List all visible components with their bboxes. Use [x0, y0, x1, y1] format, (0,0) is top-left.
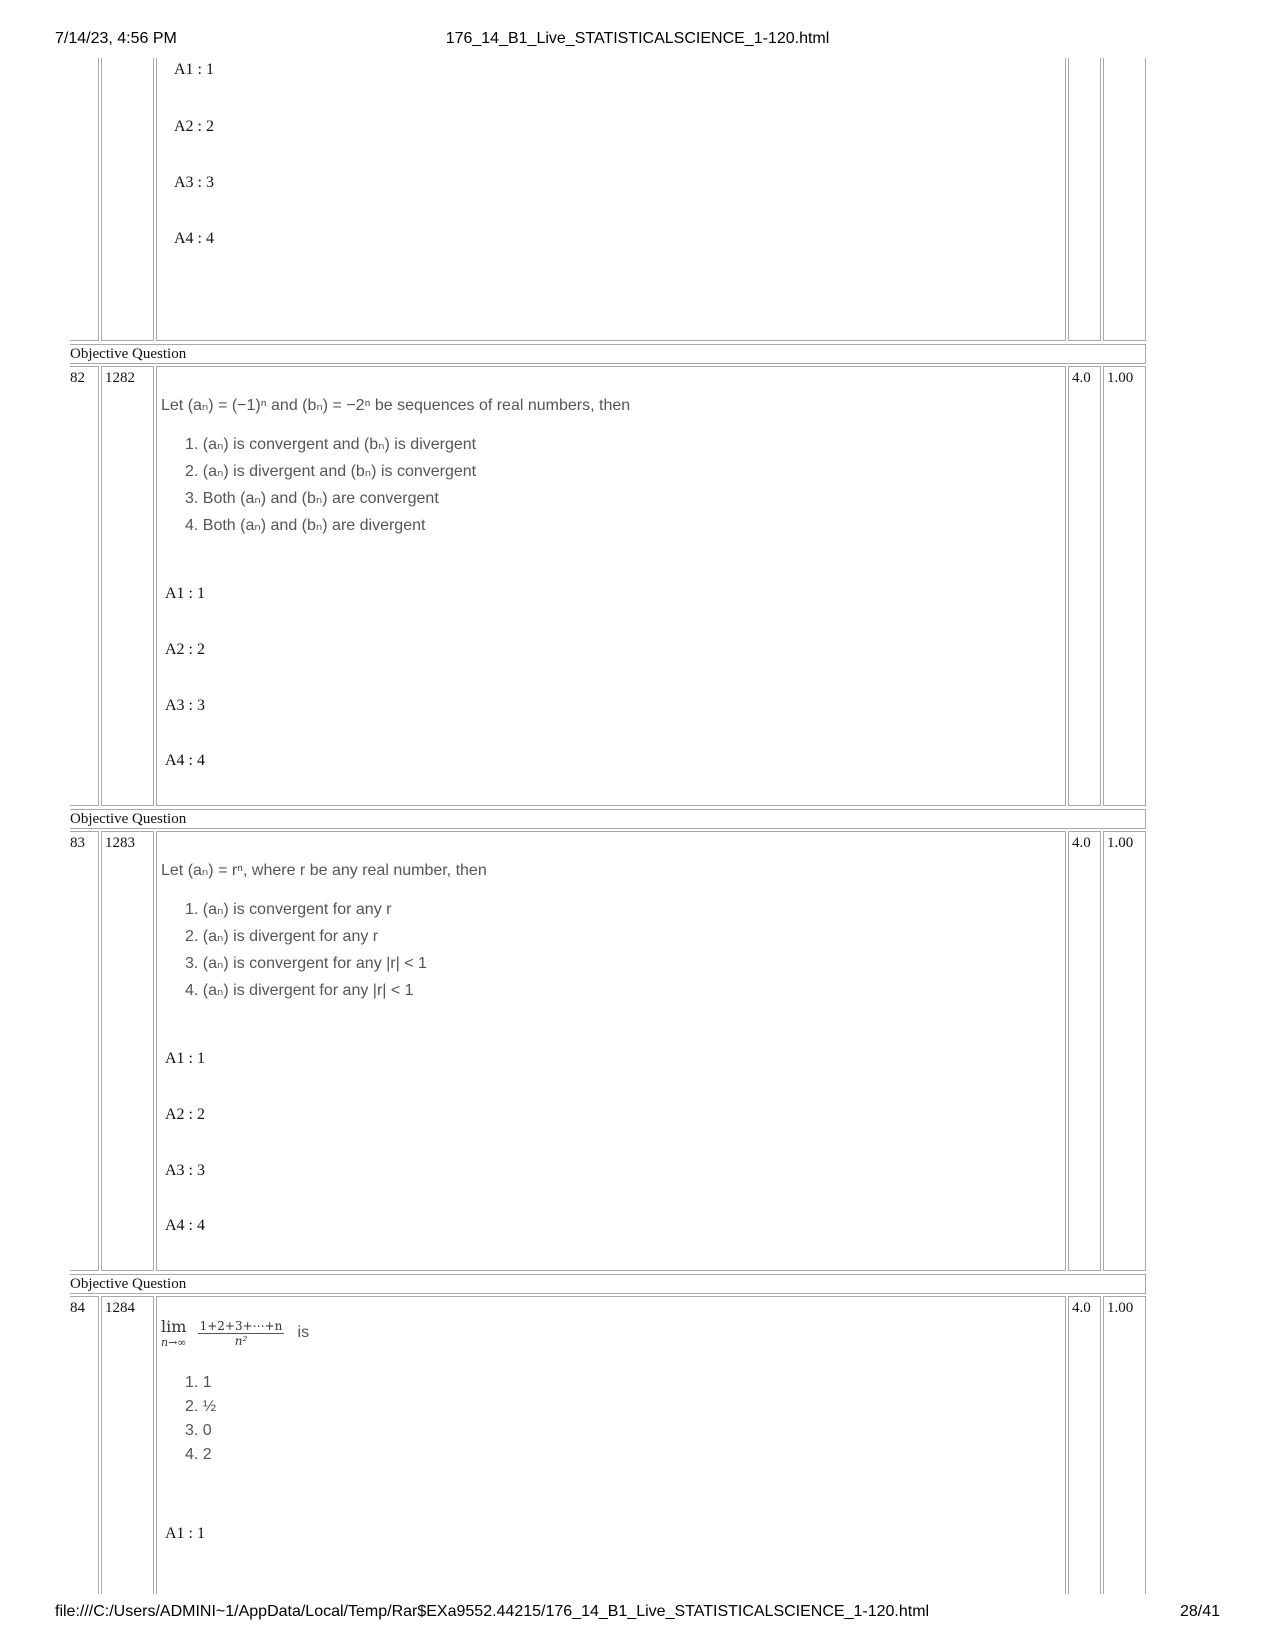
cell-sno — [70, 1296, 99, 1594]
marks-value: 4.0 — [1072, 370, 1091, 386]
section-label-row — [70, 809, 1146, 829]
cell-sno — [70, 366, 99, 806]
answer-option: A2 : 2 — [165, 1106, 205, 1123]
answer-option: A4 : 4 — [165, 752, 205, 769]
option-item: 4. Both (aₙ) and (bₙ) are divergent — [185, 517, 426, 534]
option-item: 3. 0 — [185, 1422, 212, 1439]
section-label-row — [70, 1274, 1146, 1294]
question-stem: Let (aₙ) = rⁿ, where r be any real number, then — [161, 862, 487, 879]
print-title: 176_14_B1_Live_STATISTICALSCIENCE_1-120.html — [445, 30, 830, 47]
cell-negative — [1103, 366, 1146, 806]
option-item: 4. 2 — [185, 1446, 212, 1463]
cell-question — [156, 58, 1066, 341]
answer-option: A3 : 3 — [174, 174, 214, 191]
limit-operator: lim — [161, 1317, 187, 1336]
limit-fraction — [198, 1319, 285, 1348]
question-stem: Let (aₙ) = (−1)ⁿ and (bₙ) = −2ⁿ be sequences of real numbers, then — [161, 397, 631, 414]
answer-option: A3 : 3 — [165, 697, 205, 714]
question-type-label: Objective Question — [70, 811, 187, 827]
cell-qid — [101, 366, 154, 806]
cell-marks — [1068, 831, 1101, 1271]
option-item: 2. (aₙ) is divergent for any r — [185, 928, 379, 945]
cell-negative — [1103, 1296, 1146, 1594]
option-item: 4. (aₙ) is divergent for any |r| < 1 — [185, 982, 414, 999]
cell-question — [156, 831, 1066, 1271]
print-datetime: 7/14/23, 4:56 PM — [55, 30, 177, 47]
cell-qid — [101, 831, 154, 1271]
option-item: 1. (aₙ) is convergent and (bₙ) is divergent — [185, 436, 477, 453]
option-item: 1. 1 — [185, 1374, 212, 1391]
option-item: 3. (aₙ) is convergent for any |r| < 1 — [185, 955, 427, 972]
marks-value: 4.0 — [1072, 835, 1091, 851]
option-item: 3. Both (aₙ) and (bₙ) are convergent — [185, 490, 439, 507]
option-list — [185, 1371, 216, 1467]
cell-marks — [1068, 58, 1101, 341]
option-list — [185, 896, 427, 1004]
stem-tail: is — [297, 1324, 310, 1341]
cell-qid — [101, 1296, 154, 1594]
fraction-denominator: n² — [234, 1333, 248, 1348]
cell-question — [156, 1296, 1066, 1594]
cell-qid — [101, 58, 154, 341]
question-id: 1284 — [105, 1300, 135, 1316]
cell-negative — [1103, 58, 1146, 341]
cell-marks — [1068, 366, 1101, 806]
option-list — [185, 431, 476, 539]
cell-sno — [70, 831, 99, 1271]
negative-marks-value: 1.00 — [1107, 370, 1134, 386]
question-table — [70, 58, 1205, 1594]
answer-option: A2 : 2 — [174, 118, 214, 135]
answer-option: A2 : 2 — [165, 641, 205, 658]
option-item: 2. (aₙ) is divergent and (bₙ) is convergent — [185, 463, 477, 480]
question-number: 84 — [70, 1300, 85, 1316]
answer-option: A1 : 1 — [165, 585, 205, 602]
cell-question — [156, 366, 1066, 806]
question-type-label: Objective Question — [70, 1276, 187, 1292]
cell-sno — [70, 58, 99, 341]
cell-negative — [1103, 831, 1146, 1271]
negative-marks-value: 1.00 — [1107, 1300, 1134, 1316]
option-item: 1. (aₙ) is convergent for any r — [185, 901, 392, 918]
answer-option: A3 : 3 — [165, 1162, 205, 1179]
question-number: 82 — [70, 370, 85, 386]
option-item: 2. ½ — [185, 1398, 217, 1415]
question-stem-formula — [161, 1317, 309, 1349]
limit-subscript: n→∞ — [161, 1336, 187, 1349]
answer-option: A1 : 1 — [174, 61, 214, 78]
answer-option: A1 : 1 — [165, 1525, 205, 1542]
section-label-row — [70, 344, 1146, 364]
print-file-url: file:///C:/Users/ADMINI~1/AppData/Local/Temp/Rar$EXa9552.44215/176_14_B1_Live_STATISTICALSCIENCE_1-120.html — [55, 1603, 930, 1620]
negative-marks-value: 1.00 — [1107, 835, 1134, 851]
answer-option: A1 : 1 — [165, 1050, 205, 1067]
print-page-number: 28/41 — [1179, 1603, 1220, 1620]
question-id: 1283 — [105, 835, 135, 851]
question-number: 83 — [70, 835, 85, 851]
question-type-label: Objective Question — [70, 346, 187, 362]
answer-option: A4 : 4 — [165, 1217, 205, 1234]
fraction-numerator: 1+2+3+⋯+n — [199, 1318, 283, 1333]
cell-marks — [1068, 1296, 1101, 1594]
answer-option: A4 : 4 — [174, 230, 214, 247]
question-id: 1282 — [105, 370, 135, 386]
marks-value: 4.0 — [1072, 1300, 1091, 1316]
